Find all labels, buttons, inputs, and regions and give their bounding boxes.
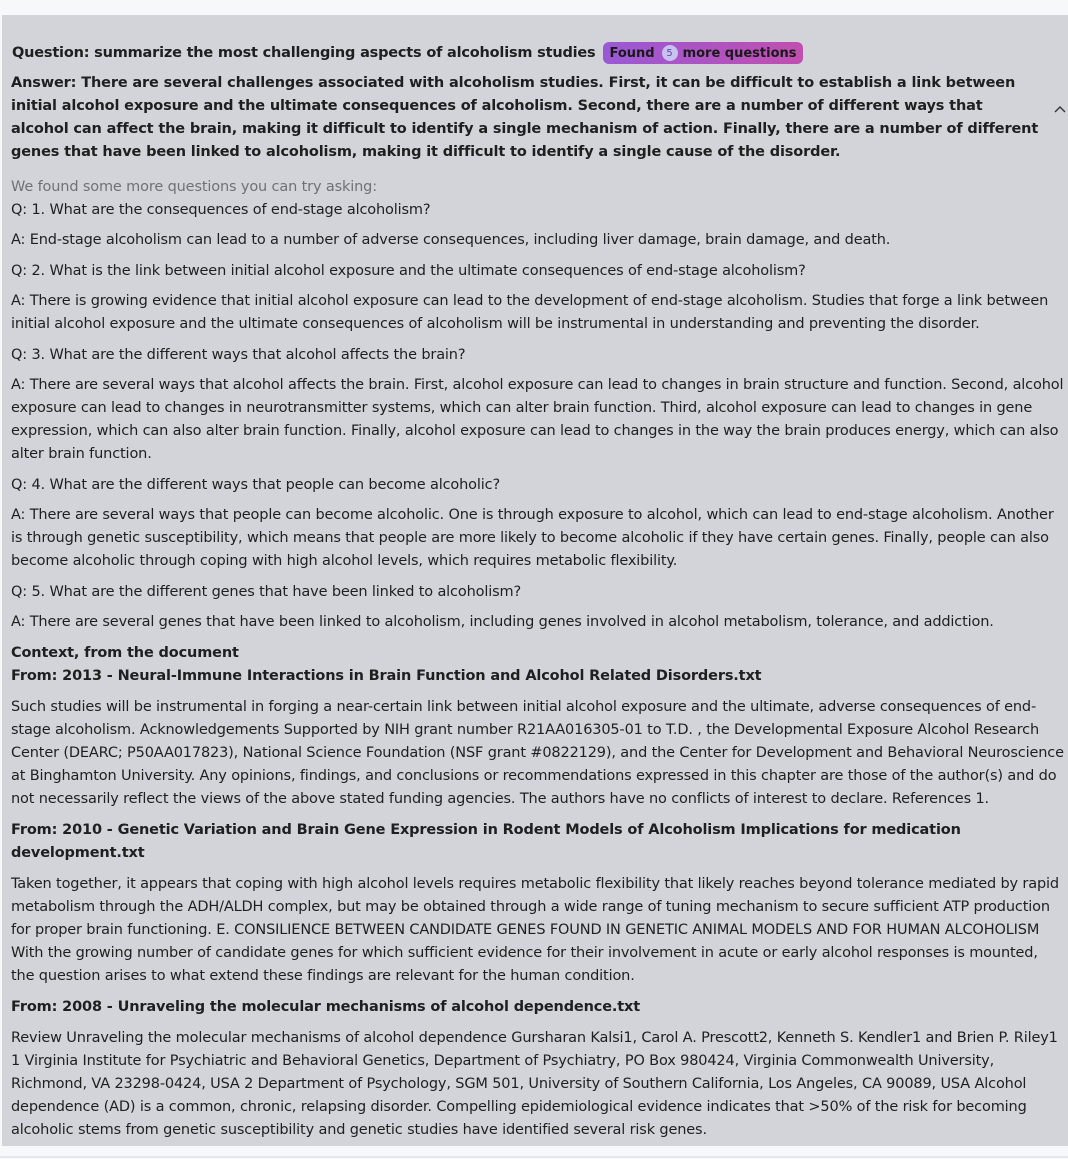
followup-question[interactable]: Q: 4. What are the different ways that people can become alcoholic? [11,477,501,493]
followup-question[interactable]: Q: 5. What are the different genes that have been linked to alcoholism? [11,584,522,600]
found-more-questions-badge[interactable] [603,42,802,64]
found-count: 5 [662,45,678,61]
more-questions-hint: We found some more questions you can try asking: [11,179,377,195]
source-name: From: 2010 - Genetic Variation and Brain Gene Expression in Rodent Models of Alcoholism Implications for medication development.txt [11,822,961,861]
found-suffix: more questions [682,45,797,61]
question-prefix: Question: [12,45,90,61]
found-label: Found [609,45,655,61]
question-header [12,42,1068,64]
context-title: Context, from the document [11,645,239,661]
answer-text [11,72,1041,164]
followup-question[interactable]: Q: 1. What are the consequences of end-stage alcoholism? [11,202,431,218]
context-source [11,996,1068,1142]
followup-item [11,260,1065,336]
question-text: summarize the most challenging aspects of alcoholism studies [94,45,596,61]
followup-item [11,581,1065,634]
answer-body: There are several challenges associated with alcoholism studies. First, it can be difficult to establish a link between initial alcohol exposure and the ultimate consequences of alcoholism. Second, there are a number of different ways that alcohol can affect the brain, making it difficult to identify a single mechanism of action. Finally, there are a number of different genes that have been linked to alcoholism, making it difficult to identify a single cause of the disorder. [11,75,1039,160]
followup-item [11,474,1065,573]
qa-result-panel [2,15,1068,1146]
context-source [11,819,1068,988]
followup-question[interactable]: Q: 3. What are the different ways that alcohol affects the brain? [11,347,466,363]
source-text: Review Unraveling the molecular mechanisms of alcohol dependence Gursharan Kalsi1, Carol A. Prescott2, Kenneth S. Kendler1 and Brien P. Riley1 1 Virginia Institute for Psychiatric and Behavioral Genetics, Department of Psychiatry, PO Box 980424, Virginia Commonwealth University, Richmond, VA 23298-0424, USA 2 Department of Psychology, SGM 501, University of Southern California, Los Angeles, CA 90089, USA Alcohol dependence (AD) is a common, chronic, relapsing disorder. Compelling epidemiological evidence indicates that >50% of the risk for becoming alcoholic stems from genetic susceptibility and genetic studies have identified several risk genes. [11,1030,1058,1138]
followup-item [11,344,1065,466]
followup-answer: A: There are several ways that alcohol affects the brain. First, alcohol exposure can lead to changes in brain structure and function. Second, alcohol exposure can lead to changes in neurotransmitter systems, which can alter brain function. Third, alcohol exposure can lead to changes in gene expression, which can also alter brain function. Finally, alcohol exposure can lead to changes in the way the brain produces energy, which can also alter brain function. [11,377,1064,462]
followup-answer: A: There are several genes that have been linked to alcoholism, including genes involved in alcohol metabolism, tolerance, and addiction. [11,614,994,630]
divider [0,1156,1068,1158]
followup-item [11,199,1065,252]
source-name: From: 2008 - Unraveling the molecular mechanisms of alcohol dependence.txt [11,999,641,1015]
answer-prefix: Answer: [11,75,77,91]
followup-answer: A: There are several ways that people can become alcoholic. One is through exposure to alcohol, which can lead to end-stage alcoholism. Another is through genetic susceptibility, which means that people are more likely to become alcoholic if they have certain genes. Finally, people can also become alcoholic through coping with high alcohol levels, which requires metabolic flexibility. [11,507,1054,569]
answer-block [11,72,1056,164]
question-title [12,45,595,61]
followup-list [11,199,1065,634]
followup-answer: A: There is growing evidence that initial alcohol exposure can lead to the development of end-stage alcoholism. Studies that forge a link between initial alcohol exposure and the ultimate consequences of alcoholism will be instrumental in understanding and preventing the disorder. [11,293,1049,332]
source-name: From: 2013 - Neural-Immune Interactions in Brain Function and Alcohol Related Disorders.txt [11,668,762,684]
chevron-up-icon[interactable] [1052,102,1068,118]
context-source [11,665,1068,811]
source-text: Taken together, it appears that coping with high alcohol levels requires metabolic flexibility that likely reaches beyond tolerance mediated by rapid metabolism through the ADH/ALDH complex, but may be obtained through a wide range of tuning mechanism to secure sufficient ATP production for proper brain functioning. E. CONSILIENCE BETWEEN CANDIDATE GENES FOUND IN GENETIC ANIMAL MODELS AND FOR HUMAN ALCOHOLISM With the growing number of candidate genes for which sufficient evidence for their involvement in acute or early alcohol responses is mounted, the question arises to what extend these findings are relevant for the human condition. [11,876,1059,984]
followup-answer: A: End-stage alcoholism can lead to a number of adverse consequences, including liver damage, brain damage, and death. [11,232,891,248]
source-text: Such studies will be instrumental in forging a near-certain link between initial alcohol exposure and the ultimate, adverse consequences of end-stage alcoholism. Acknowledgements Supported by NIH grant number R21AA016305-01 to T.D. , the Developmental Exposure Alcohol Research Center (DEARC; P50AA017823), National Science Foundation (NSF grant #0822129), and the Center for Development and Behavioral Neuroscience at Binghamton University. Any opinions, findings, and conclusions or recommendations expressed in this chapter are those of the author(s) and do not necessarily reflect the views of the above stated funding agencies. The authors have no conflicts of interest to declare. References 1. [11,699,1064,807]
followup-question[interactable]: Q: 2. What is the link between initial alcohol exposure and the ultimate consequences of end-stage alcoholism? [11,263,806,279]
